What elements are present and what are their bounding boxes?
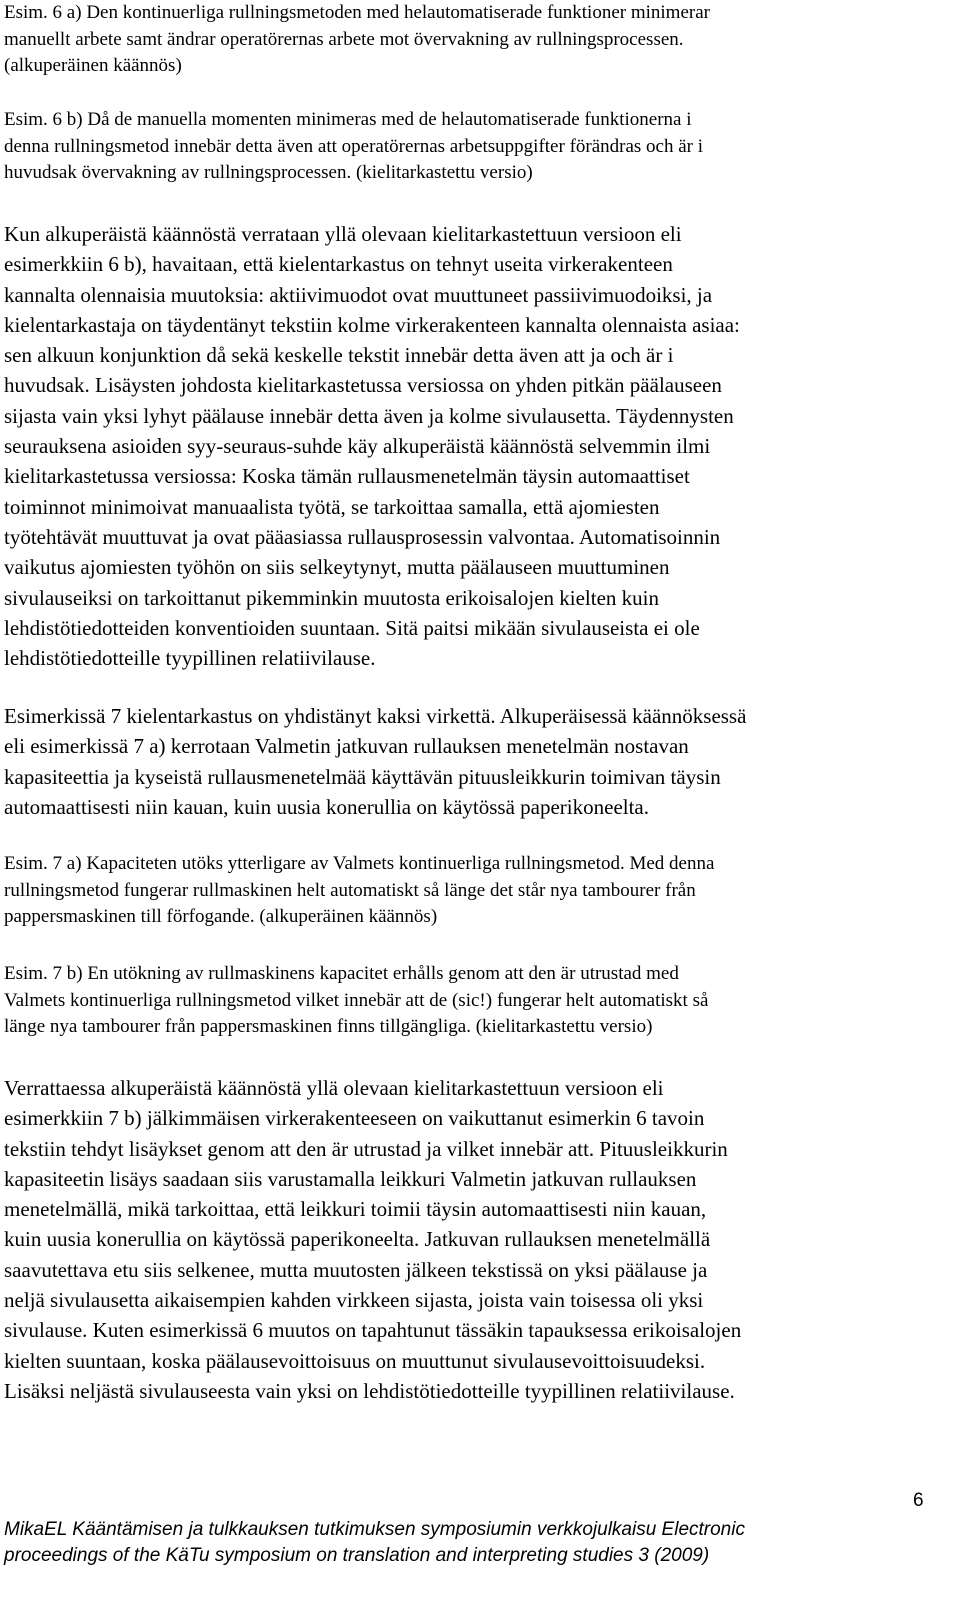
analysis-6-paragraph: [4, 219, 740, 673]
text-line: menetelmällä, mikä tarkoittaa, että leikkuri toimii täysin automaattisesti niin kauan,: [4, 1197, 707, 1222]
text-line: kielentarkastaja on täydentänyt tekstiin kolme virkerakenteen kannalta olennaista asiaa:: [4, 312, 740, 337]
text-line: automaattisesti niin kauan, kuin uusia konerullia on käytössä paperikoneelta.: [4, 794, 650, 819]
text-line: Esim. 7 a) Kapaciteten utöks ytterligare av Valmets kontinuerliga rullningsmetod. Med denna: [4, 853, 715, 874]
text-line: denna rullningsmetod innebär detta även att operatörernas arbetsuppgifter förändras och är i: [4, 135, 704, 157]
example-7b-paragraph: [4, 961, 708, 1041]
example-6b-paragraph: [4, 107, 703, 187]
text-line: esimerkkiin 6 b), havaitaan, että kielentarkastus on tehnyt useita virkerakenteen: [4, 252, 673, 277]
text-line: rullningsmetod fungerar rullmaskinen helt automatiskt så länge det står nya tambourer från: [4, 879, 696, 901]
text-line: Kun alkuperäistä käännöstä verrataan yllä olevaan kielitarkastettuun versioon eli: [4, 222, 682, 246]
text-line: Esim. 7 b) En utökning av rullmaskinens kapacitet erhålls genom att den är utrustad med: [4, 963, 679, 984]
example-6a-paragraph: [4, 0, 710, 80]
example-7a-paragraph: [4, 851, 714, 931]
text-line: Esim. 6 b) Då de manuella momenten minimeras med de helautomatiserade funktionerna i: [4, 109, 692, 130]
text-line: tekstiin tehdyt lisäykset genom att den är utrustad ja vilket innebär att. Pituusleikkurin: [4, 1136, 728, 1161]
text-line: kannalta olennaisia muutoksia: aktiivimuodot ovat muuttuneet passiivimuodoiksi, ja: [4, 282, 713, 307]
footer-line: MikaEL Kääntämisen ja tulkkauksen tutkimuksen symposiumin verkkojulkaisu Electronic: [4, 1519, 745, 1540]
text-line: sivulauseiksi on tarkoittanut pikemminkin muutosta erikoisalojen kielten kuin: [4, 585, 659, 610]
text-line: sijasta vain yksi lyhyt päälause innebär detta även ja kolme sivulausetta. Täydennysten: [4, 403, 734, 428]
page-number: 6: [913, 1490, 924, 1511]
text-line: kapasiteettia ja kyseistä rullausmenetelmää käyttävän pituusleikkurin toimivan täysin: [4, 764, 721, 789]
text-line: saavutettava etu siis selkenee, mutta muutosten jälkeen tekstissä on yksi päälause ja: [4, 1257, 708, 1282]
text-line: pappersmaskinen till förfogande. (alkuperäinen käännös): [4, 906, 438, 928]
text-line: esimerkkiin 7 b) jälkimmäisen virkerakenteeseen on vaikuttanut esimerkin 6 tavoin: [4, 1106, 705, 1131]
text-line: Lisäksi neljästä sivulauseesta vain yksi on lehdistötiedotteille tyypillinen relatiivilause.: [4, 1378, 735, 1403]
text-line: kuin uusia konerullia on käytössä paperikoneelta. Jatkuvan rullauksen menetelmällä: [4, 1227, 711, 1252]
text-line: manuellt arbete samt ändrar operatörernas arbete mot övervakning av rullningsprocessen.: [4, 28, 684, 50]
text-line: seurauksena asioiden syy-seuraus-suhde käy alkuperäistä käännöstä selvemmin ilmi: [4, 434, 711, 459]
text-line: neljä sivulausetta aikaisempien kahden virkkeen sijasta, joista vain toisessa oli yksi: [4, 1288, 704, 1313]
text-line: (alkuperäinen käännös): [4, 55, 182, 77]
text-line: Esim. 6 a) Den kontinuerliga rullningsmetoden med helautomatiserade funktioner minimerar: [4, 2, 710, 23]
text-line: Verrattaessa alkuperäistä käännöstä yllä olevaan kielitarkastettuun versioon eli: [4, 1076, 664, 1100]
text-line: sivulause. Kuten esimerkissä 6 muutos on tapahtunut tässäkin tapauksessa erikoisalojen: [4, 1318, 742, 1343]
text-line: sen alkuun konjunktion då sekä keskelle tekstit innebär detta även att ja och är i: [4, 343, 674, 368]
footer-line: proceedings of the KäTu symposium on translation and interpreting studies 3 (2009): [4, 1545, 710, 1566]
text-line: Valmets kontinuerliga rullningsmetod vilket innebär att de (sic!) fungerar helt automatiskt så: [4, 989, 709, 1011]
text-line: työtehtävät muuttuvat ja ovat pääasiassa rullausprosessin valvontaa. Automatisoinnin: [4, 524, 721, 549]
text-line: huvudsak. Lisäysten johdosta kielitarkastetussa versiossa on yhden pitkän päälauseen: [4, 373, 722, 398]
text-line: huvudsak övervakning av rullningsprocessen. (kielitarkastettu versio): [4, 162, 533, 184]
text-line: toiminnot minimoivat manuaalista työtä, se tarkoittaa samalla, että ajomiesten: [4, 494, 660, 519]
text-line: lehdistötiedotteiden konventioiden suuntaan. Sitä paitsi mikään sivulauseista ei ole: [4, 615, 700, 640]
text-line: lehdistötiedotteille tyypillinen relatiivilause.: [4, 646, 376, 671]
text-line: Esimerkissä 7 kielentarkastus on yhdistänyt kaksi virkettä. Alkuperäisessä käännöksessä: [4, 704, 747, 728]
analysis-7-paragraph: [4, 1073, 741, 1406]
text-line: kielitarkastetussa versiossa: Koska tämän rullausmenetelmän täysin automaattiset: [4, 464, 690, 489]
text-line: eli esimerkissä 7 a) kerrotaan Valmetin jatkuvan rullauksen menetelmän nostavan: [4, 734, 689, 759]
text-line: vaikutus ajomiesten työhön on siis selkeytynyt, mutta päälauseen muuttuminen: [4, 555, 670, 580]
text-line: kapasiteetin lisäys saadaan siis varustamalla leikkuri Valmetin jatkuvan rullauksen: [4, 1166, 697, 1191]
text-line: kielten suuntaan, koska päälausevoittoisuus on muuttunut sivulausevoittoisuudeksi.: [4, 1348, 706, 1373]
text-line: länge nya tambourer från pappersmaskinen finns tillgängliga. (kielitarkastettu versio): [4, 1016, 653, 1038]
analysis-7-intro-paragraph: [4, 701, 746, 822]
footer: [4, 1517, 745, 1569]
